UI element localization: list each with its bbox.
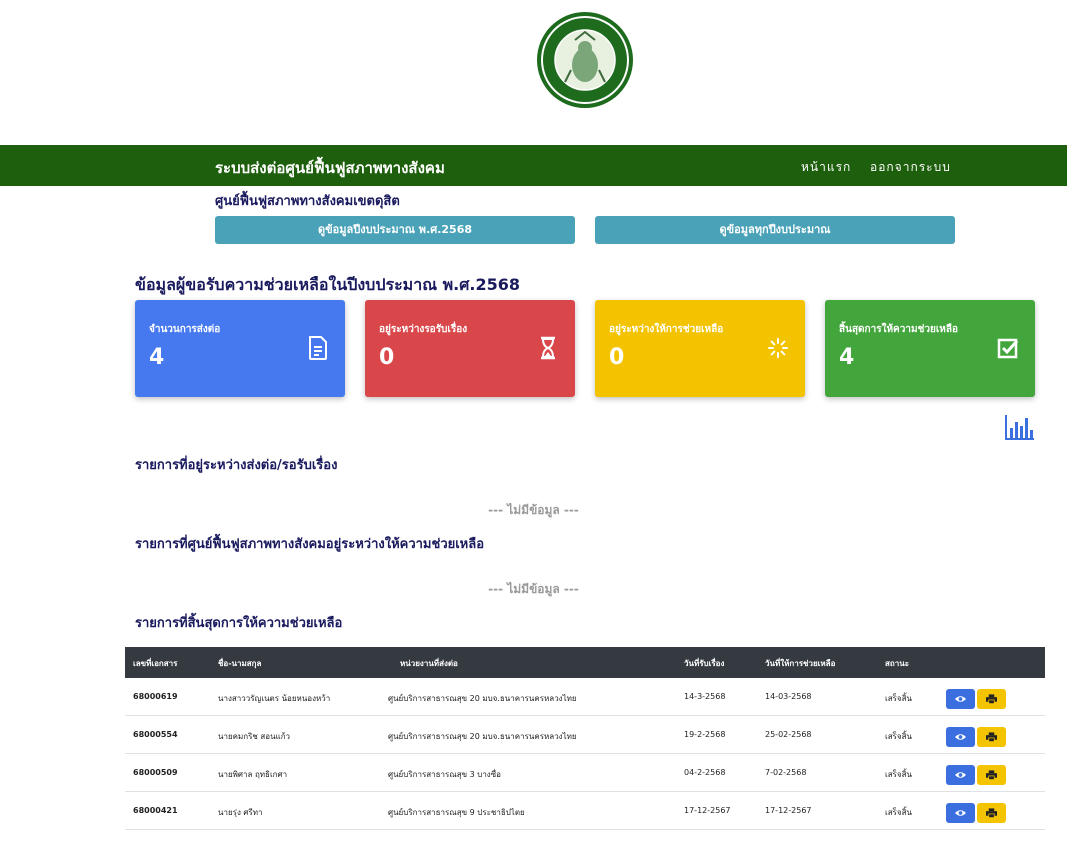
view-all-years-button[interactable]: ดูข้อมูลทุกปีงบประมาณ (595, 216, 955, 244)
hourglass-icon (537, 336, 559, 360)
card-finished[interactable] (825, 300, 1035, 397)
assisting-list-title: รายการที่ศูนย์ฟื้นฟูสภาพทางสังคมอยู่ระหว่างให้ความช่วยเหลือ (135, 537, 485, 552)
eye-icon (955, 732, 966, 742)
cell-status: เสร็จสิ้น (885, 770, 912, 779)
check-square-icon (997, 336, 1019, 360)
finished-table (125, 647, 1045, 830)
view-button[interactable] (946, 765, 975, 785)
cell-doc-no: 68000619 (133, 692, 178, 701)
col-doc-no: เลขที่เอกสาร (133, 659, 178, 668)
document-icon (307, 336, 329, 360)
assisting-empty-text: --- ไม่มีข้อมูล --- (488, 582, 579, 596)
card-label: อยู่ระหว่างให้การช่วยเหลือ (609, 324, 724, 335)
eye-icon (955, 694, 966, 704)
table-header (125, 647, 1045, 678)
print-button[interactable] (977, 765, 1006, 785)
table-row (125, 678, 1045, 716)
view-button[interactable] (946, 803, 975, 823)
office-seal-logo (535, 10, 635, 110)
cell-referrer: ศูนย์บริการสาธารณสุข 9 ประชาธิปไตย (388, 808, 525, 817)
print-button[interactable] (977, 803, 1006, 823)
eye-icon (955, 770, 966, 780)
card-awaiting[interactable] (365, 300, 575, 397)
table-row (125, 716, 1045, 754)
cell-doc-no: 68000421 (133, 806, 178, 815)
col-assist-date: วันที่ให้การช่วยเหลือ (765, 659, 836, 668)
nav-logout-link[interactable]: ออกจากระบบ (870, 160, 951, 174)
cell-doc-no: 68000509 (133, 768, 178, 777)
pending-list-title: รายการที่อยู่ระหว่างส่งต่อ/รอรับเรื่อง (135, 458, 338, 473)
section-title: ข้อมูลผู้ขอรับความช่วยเหลือในปีงบประมาณ พ.ศ.2568 (135, 275, 520, 294)
cell-received-date: 17-12-2567 (684, 806, 731, 815)
bar-chart-icon[interactable] (1005, 414, 1035, 440)
center-name: ศูนย์ฟื้นฟูสภาพทางสังคมเขตดุสิต (215, 194, 400, 209)
printer-icon (986, 770, 997, 780)
cell-referrer: ศูนย์บริการสาธารณสุข 20 มบจ.ธนาคารนครหลวงไทย (388, 732, 577, 741)
view-button[interactable] (946, 727, 975, 747)
printer-icon (986, 694, 997, 704)
table-row (125, 754, 1045, 792)
card-value: 4 (839, 345, 855, 370)
cell-assist-date: 7-02-2568 (765, 768, 807, 777)
cell-name: นางสาววรัญเนตร น้อยหนองหว้า (218, 694, 331, 703)
cell-assist-date: 25-02-2568 (765, 730, 812, 739)
card-total-referrals[interactable] (135, 300, 345, 397)
printer-icon (986, 808, 997, 818)
card-label: จำนวนการส่งต่อ (149, 324, 221, 335)
card-value: 0 (609, 345, 625, 370)
top-navbar (0, 145, 1067, 186)
printer-icon (986, 732, 997, 742)
cell-name: นายรุ่ง ศรีทา (218, 808, 263, 817)
cell-assist-date: 14-03-2568 (765, 692, 812, 701)
cell-name: นายคมกริช สอนแก้ว (218, 732, 291, 741)
cell-status: เสร็จสิ้น (885, 732, 912, 741)
cell-status: เสร็จสิ้น (885, 694, 912, 703)
view-button[interactable] (946, 689, 975, 709)
finished-list-title: รายการที่สิ้นสุดการให้ความช่วยเหลือ (135, 616, 343, 631)
cell-status: เสร็จสิ้น (885, 808, 912, 817)
col-referrer: หน่วยงานที่ส่งต่อ (400, 659, 458, 668)
print-button[interactable] (977, 689, 1006, 709)
print-button[interactable] (977, 727, 1006, 747)
cell-assist-date: 17-12-2567 (765, 806, 812, 815)
table-row (125, 792, 1045, 830)
cell-received-date: 14-3-2568 (684, 692, 726, 701)
cell-referrer: ศูนย์บริการสาธารณสุข 3 บางซื่อ (388, 770, 501, 779)
col-name: ชื่อ-นามสกุล (218, 659, 262, 668)
navbar-brand[interactable]: ระบบส่งต่อศูนย์ฟื้นฟูสภาพทางสังคม (215, 159, 445, 177)
card-value: 4 (149, 345, 165, 370)
cell-received-date: 19-2-2568 (684, 730, 726, 739)
card-value: 0 (379, 345, 395, 370)
cell-name: นายพิศาล ฤทธิเกศา (218, 770, 288, 779)
card-label: สิ้นสุดการให้ความช่วยเหลือ (839, 324, 958, 335)
cell-referrer: ศูนย์บริการสาธารณสุข 20 มบจ.ธนาคารนครหลวงไทย (388, 694, 577, 703)
cell-received-date: 04-2-2568 (684, 768, 726, 777)
cell-doc-no: 68000554 (133, 730, 178, 739)
card-assisting[interactable] (595, 300, 805, 397)
view-current-year-button[interactable]: ดูข้อมูลปีงบประมาณ พ.ศ.2568 (215, 216, 575, 244)
pending-empty-text: --- ไม่มีข้อมูล --- (488, 503, 579, 517)
eye-icon (955, 808, 966, 818)
card-label: อยู่ระหว่างรอรับเรื่อง (379, 324, 468, 335)
col-status: สถานะ (885, 659, 909, 668)
spinner-icon (767, 336, 789, 360)
nav-home-link[interactable]: หน้าแรก (801, 160, 852, 174)
col-received-date: วันที่รับเรื่อง (684, 659, 725, 668)
